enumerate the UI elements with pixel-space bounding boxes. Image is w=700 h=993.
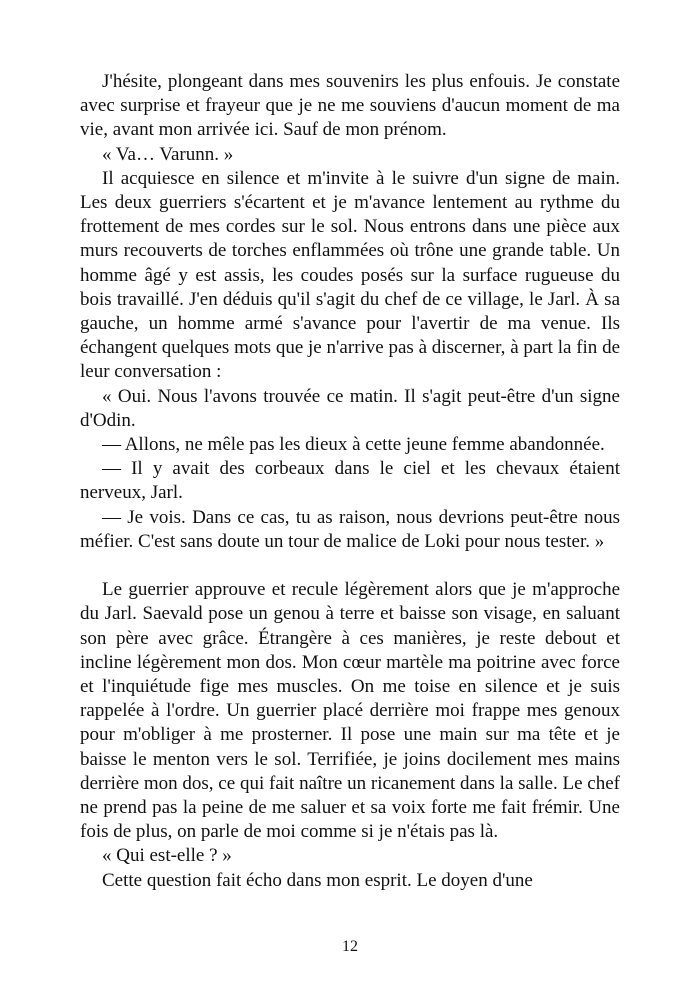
- dialogue-line: « Va… Varunn. »: [102, 143, 234, 165]
- page-number: 12: [342, 938, 358, 955]
- paragraph: Cette question fait écho dans mon esprit. Le doyen d'une: [102, 869, 533, 891]
- dialogue-line: — Il y avait des corbeaux dans le ciel et les chevaux étaient nerveux, Jarl.: [80, 458, 620, 504]
- section-break: [80, 554, 620, 578]
- dialogue-line: — Allons, ne mêle pas les dieux à cette jeune femme abandonnée.: [102, 434, 605, 456]
- dialogue-line: — Je vois. Dans ce cas, tu as raison, nous devrions peut-être nous méfier. C'est sans doute un tour de malice de Loki pour nous tester. »: [80, 506, 620, 552]
- dialogue-line: « Oui. Nous l'avons trouvée ce matin. Il s'agit peut-être d'un signe d'Odin.: [80, 385, 620, 431]
- paragraph: Le guerrier approuve et recule légèrement alors que je m'approche du Jarl. Saevald pose un genou à terre et baisse son visage, en saluant son père avec grâce. Étrangère à ces manières, je reste debout et incline légèrement mon dos. Mon cœur martèle ma poitrine avec force et l'inquiétude fige mes muscles. On me toise en silence et je suis rappelée à l'ordre. Un guerrier placé derrière moi frappe mes genoux pour m'obliger à me prosterner. Il pose une main sur ma tête et je baisse le menton vers le sol. Terrifiée, je joins docilement mes mains derrière mon dos, ce qui fait naître un ricanement dans la salle. Le chef ne prend pas la peine de me saluer et sa voix forte me fait frémir. Une fois de plus, on parle de moi comme si je n'étais pas là.: [80, 579, 620, 843]
- page-body: [80, 70, 620, 893]
- paragraph: J'hésite, plongeant dans mes souvenirs les plus enfouis. Je constate avec surprise et frayeur que je ne me souviens d'aucun moment de ma vie, avant mon arrivée ici. Sauf de mon prénom.: [80, 71, 620, 141]
- paragraph: Il acquiesce en silence et m'invite à le suivre d'un signe de main. Les deux guerriers s'écartent et je m'avance lentement au rythme du frottement de mes cordes sur le sol. Nous entrons dans une pièce aux murs recouverts de torches enflammées où trône une grande table. Un homme âgé y est assis, les coudes posés sur la surface rugueuse du bois travaillé. J'en déduis qu'il s'agit du chef de ce village, le Jarl. À sa gauche, un homme armé s'avance pour l'avertir de ma venue. Ils échangent quelques mots que je n'arrive pas à discerner, à part la fin de leur conversation :: [80, 167, 620, 383]
- dialogue-line: « Qui est-elle ? »: [102, 845, 232, 867]
